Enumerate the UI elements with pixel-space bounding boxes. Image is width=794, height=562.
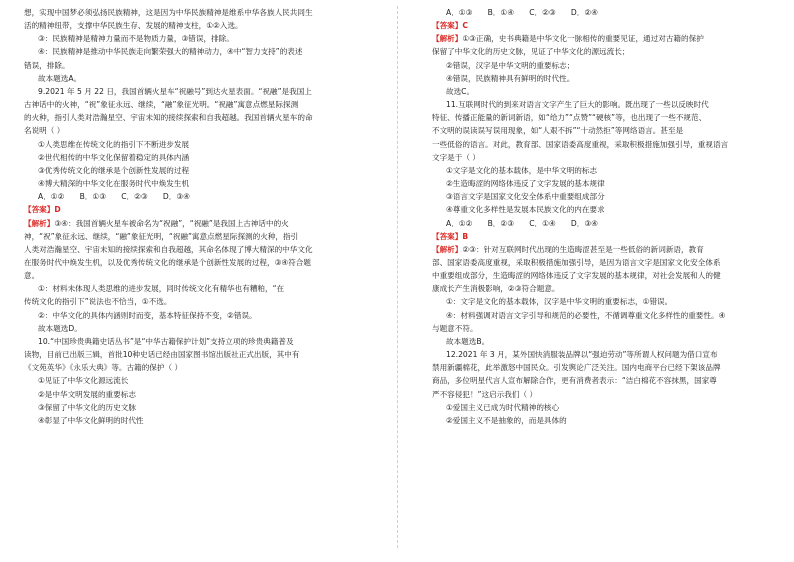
right-text-line: 禁用新疆棉花，此举激怒中国民众。引发舆论广泛关注。国内电商平台已经下架该品牌 [432,363,721,373]
left-text-line: A．①② B．①③ C．②③ D．③④ [38,192,190,202]
left-text-line: ④博大精深的中华文化在服务时代中焕发生机 [38,179,190,189]
left-text-line: ③：民族精神是精神力量而不是物质力量，③错误，排除。 [38,34,234,44]
left-text-line: 的火种，指引人类对浩瀚星空、宇宙未知的接续探索和自我超越。我国首辆火星车的命 [24,113,313,123]
left-text-line: 神，“祝”象征永远、继续，“融”象征光明，“祝融”寓意点燃星际探测的火种，指引 [24,231,299,241]
left-text-line: ③保留了中华文化的历史文脉 [38,402,136,412]
left-text-line: ①见证了中华文化源远流长 [38,376,129,386]
left-text-line: ④彰显了中华文化鲜明的时代性 [38,415,144,425]
left-text-line: 在服务时代中焕发生机，以及优秀传统文化的继承是个创新性发展的过程，③④符合题 [24,257,311,267]
right-text-line: ①爱国主义已成为时代精神的核心 [446,402,560,412]
right-text-line: 11.互联网时代的到来对语言文字产生了巨大的影响。既出现了一些以反映时代 [446,100,709,110]
left-text-line: 古神话中的火神，“祝”象征永远、继续，“融”象征光明。“祝融”寓意点燃星际探测 [24,100,299,110]
left-text-line: ②是中华文明发展的重要标志 [38,389,136,399]
right-text-line: ④：材料强调对语言文字引导和规范的必要性，不循调尊重文化多样性的重要性。④ [446,310,726,320]
right-text-line: 文字是于（ ） [432,152,480,162]
answer-label: 【答案】D [24,205,61,215]
left-text-line: ①：材料未体现人类思维的进步发展，同时传统文化有精华也有糟粕，“在 [38,284,285,294]
right-text-line: ②爱国主义不是抽象的，而是具体的 [446,415,567,425]
right-text-line: 与题意不符。 [432,323,478,333]
left-text-line: 意。 [24,271,40,281]
left-text-line: 想，实现中国梦必须弘扬民族精神，这是因为中华民族精神是维系中华各族人民共同生 [24,8,313,17]
right-text-line: 特征、传播正能量的新词新语，如“给力”“点赞”“硬核”等，也出现了一些不规范、 [432,113,707,123]
right-text-line: 康成长产生消极影响，②③符合题意。 [432,284,560,294]
explanation-line: 【解析】②③：针对互联网时代出现的生造晦涩甚至是一些低俗的新词新语，教育 [432,244,704,254]
left-text-line: 《文苑英华》《永乐大典》等。古籍的保护（ ） [24,363,183,373]
left-text-line: ③优秀传统文化的继承是个创新性发展的过程 [38,165,190,175]
explanation-line: 【解析】①③正确，史书典籍是中华文化一脉相传的重要见证，通过对古籍的保护 [432,34,704,44]
left-text-line: 活的精神纽带，支撑中华民族生存、发展的精神支柱，①②入选。 [24,21,243,31]
left-text-line: 错误，排除。 [24,60,70,70]
left-text-line: ①人类思维在传统文化的指引下不断进步发展 [38,139,190,149]
explanation-line: 【解析】③④：我国首辆火星车被命名为“祝融”，“祝融”是我国上古神话中的火 [24,218,289,228]
right-text-line: ④错误，民族精神具有鲜明的时代性。 [446,73,575,83]
right-text-line: 12.2021 年 3 月，某外国快消服装品牌以“强迫劳动”等所谓人权问题为借口宣布 [446,350,718,360]
explanation-tag: 【解析】 [432,34,463,44]
answer-label: 【答案】B [432,231,469,241]
right-text-line: ①：文字是文化的基本载体，汉字是中华文明的重要标志，①错误。 [446,297,673,307]
left-text-line: 9.2021 年 5 月 22 日，我国首辆火星车“祝融号”到达火星表面。“祝融”是我国上 [38,86,312,96]
right-text-line: 商品，多位明星代言人宣布解除合作，更有消费者表示：“洁白棉花不容抹黑，国家尊 [432,376,717,386]
left-text-line: ②世代相传的中华文化保留着稳定的具体内涵 [38,152,190,162]
right-text-line: ②错误，汉字是中华文明的重要标志； [446,60,575,70]
left-column [24,6,374,427]
right-text-line: ②生造晦涩的网络体违反了文字发展的基本规律 [446,179,605,189]
right-text-line: 严不容侵犯！”这启示我们（ ） [432,389,538,399]
column-divider [397,6,398,548]
right-text-line: ①文字是文化的基本载体，是中华文明的标志 [446,165,598,175]
right-text-line: A．①③ B．①④ C．②③ D．②④ [446,8,598,17]
left-text-line: 读物，目前已出版三辑，首批10种史话已经由国家图书馆出版社正式出版，其中有 [24,350,300,360]
explanation-tag: 【解析】 [432,244,463,254]
left-text-line: 人类对浩瀚星空、宇宙未知的接续探索和自我超越，其命名体现了博大精深的中华文化 [24,244,313,254]
right-text-line: 一些低俗的语言。对此，教育部、国家语委高度重视，采取积极措施加强引导，重视语言 [432,139,729,149]
right-text-line: ④尊重文化多样性是发展本民族文化的内在要求 [446,205,605,215]
right-text-line: 故选C。 [446,86,475,96]
right-column [432,6,782,427]
explanation-tag: 【解析】 [24,218,55,228]
right-text-line: ③语言文字是国家文化安全体系中重要组成部分 [446,192,605,202]
right-text-line: 部、国家语委高度重视，采取积极措施加强引导，是因为语言文字是国家文化安全体系 [432,257,721,267]
left-text-line: 10.“中国珍贵典籍史话丛书”是“中华古籍保护计划”支持立项的珍贵典籍普及 [38,336,294,346]
right-text-line: 故本题选B。 [446,336,490,346]
left-text-line: 传统文化的指引下”说法也不恰当，①不选。 [24,297,172,307]
left-text-line: 故本题选D。 [38,323,82,333]
left-text-line: 名说明（ ） [24,126,65,136]
right-text-line: 不文明的误读误写误用现象，如“人艰不拆”“十动然拒”等网络语言。甚至是 [432,126,684,136]
right-text-line: 保留了中华文化的历史文脉，见证了中华文化的源远流长； [432,47,630,57]
right-text-line: 中重要组成部分，生造晦涩的网络体违反了文字发展的基本规律，对社会发展和人的健 [432,271,721,281]
left-text-line: ④：民族精神是推动中华民族走向繁荣强大的精神动力，④中“智力支持”的表述 [38,47,303,57]
left-text-line: ②：中华文化的具体内涵则时而变，基本特征保持不变，②错误。 [38,310,257,320]
right-text-line: A．①② B．②③ C．①④ D．③④ [446,218,598,228]
answer-label: 【答案】C [432,21,468,31]
left-text-line: 故本题选A。 [38,73,82,83]
